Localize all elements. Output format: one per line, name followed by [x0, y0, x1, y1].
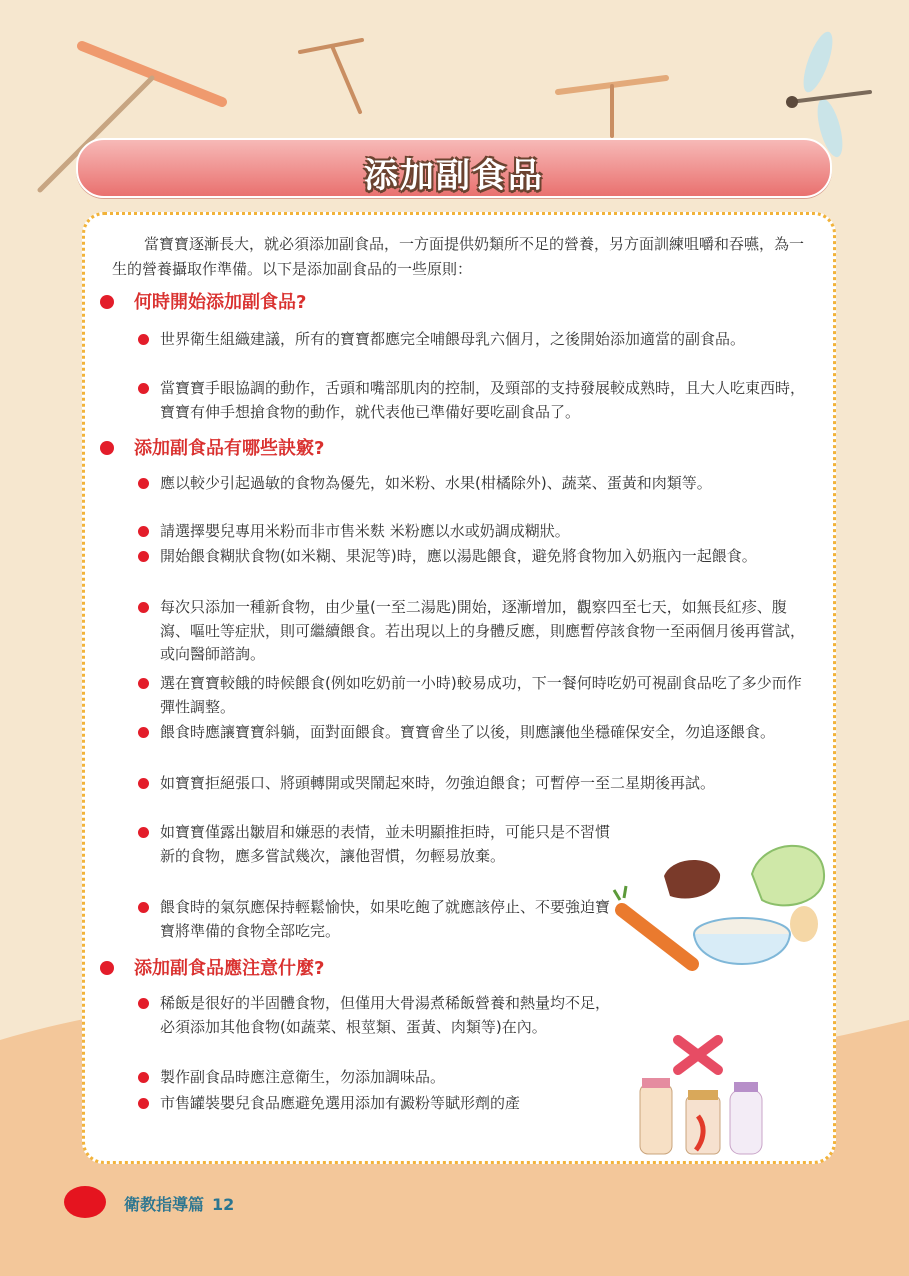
section-heading-tips: 添加副食品有哪些訣竅?: [100, 436, 324, 462]
egg-icon: [790, 906, 818, 942]
list-item: 選在寶寶較餓的時候餵食(例如吃奶前一小時)較易成功，下一餐何時吃奶可視副食品吃了多少而作彈性調整。: [136, 672, 810, 719]
bullet-icon: [100, 441, 114, 455]
list-item: 每次只添加一種新食物，由少量(一至二湯匙)開始，逐漸增加，觀察四至七天，如無長紅疹、腹瀉、嘔吐等症狀，則可繼續餵食。若出現以上的身體反應，則應暫停該食物一至兩個月後再嘗試，或向醫師諮詢。: [136, 596, 810, 667]
footer-marker: [64, 1186, 106, 1218]
list-item: 請選擇嬰兒專用米粉而非市售米麩 米粉應以水或奶調成糊狀。: [136, 520, 810, 544]
list-item: 應以較少引起過敏的食物為優先，如米粉、水果(柑橘除外)、蔬菜、蛋黃和肉類等。: [136, 472, 810, 496]
cross-mark-icon: [678, 1040, 718, 1070]
section-heading-notes: 添加副食品應注意什麼?: [100, 956, 324, 982]
bowl-icon: [694, 934, 790, 964]
food-illustration: [612, 834, 832, 984]
list-item: 如寶寶僅露出皺眉和嫌惡的表情，並未明顯推拒時，可能只是不習慣新的食物，應多嘗試幾次，讓他習慣，勿輕易放棄。: [136, 821, 610, 868]
list-item: 市售罐裝嬰兒食品應避免選用添加有澱粉等賦形劑的產: [136, 1092, 610, 1116]
list-item: 當寶寶手眼協調的動作，舌頭和嘴部肌肉的控制，及頸部的支持發展較成熟時，且大人吃東西時，寶寶有伸手想搶食物的動作，就代表他已準備好要吃副食品了。: [136, 377, 810, 424]
list-item: 製作副食品時應注意衛生，勿添加調味品。: [136, 1066, 610, 1090]
footer-label: 衛教指導篇 12: [124, 1195, 235, 1214]
intro-paragraph: 當寶寶逐漸長大，就必須添加副食品，一方面提供奶類所不足的營養，另方面訓練咀嚼和吞嚥，為一生的營養攝取作準備。以下是添加副食品的一些原則：: [112, 235, 805, 278]
meat-icon: [664, 860, 720, 899]
page-number: 12: [212, 1195, 235, 1214]
jar-icon: [730, 1090, 762, 1154]
jar-icon: [640, 1084, 672, 1154]
list-item: 世界衛生組織建議，所有的寶寶都應完全哺餵母乳六個月，之後開始添加適當的副食品。: [136, 328, 810, 352]
list-item: 開始餵食糊狀食物(如米糊、果泥等)時，應以湯匙餵食，避免將食物加入奶瓶內一起餵食。: [136, 545, 810, 569]
list-item: 稀飯是很好的半固體食物，但僅用大骨湯煮稀飯營養和熱量均不足，必須添加其他食物(如蔬菜、根莖類、蛋黃、肉類等)在內。: [136, 992, 610, 1039]
bullet-icon: [100, 295, 114, 309]
bullet-icon: [100, 961, 114, 975]
cabbage-icon: [752, 846, 824, 906]
carrot-icon: [622, 910, 692, 964]
list-item: 餵食時的氣氛應保持輕鬆愉快，如果吃飽了就應該停止、不要強迫寶寶將準備的食物全部吃完。: [136, 896, 610, 943]
title-banner: [76, 138, 832, 198]
jars-illustration: [626, 1020, 786, 1160]
list-item: 餵食時應讓寶寶斜躺，面對面餵食。寶寶會坐了以後，則應讓他坐穩確保安全，勿追逐餵食。: [136, 721, 810, 745]
list-item: 如寶寶拒絕張口、將頭轉開或哭鬧起來時，勿強迫餵食；可暫停一至二星期後再試。: [136, 772, 810, 796]
section-heading-when: 何時開始添加副食品?: [100, 290, 306, 316]
page-title: 添加副食品: [364, 156, 544, 196]
